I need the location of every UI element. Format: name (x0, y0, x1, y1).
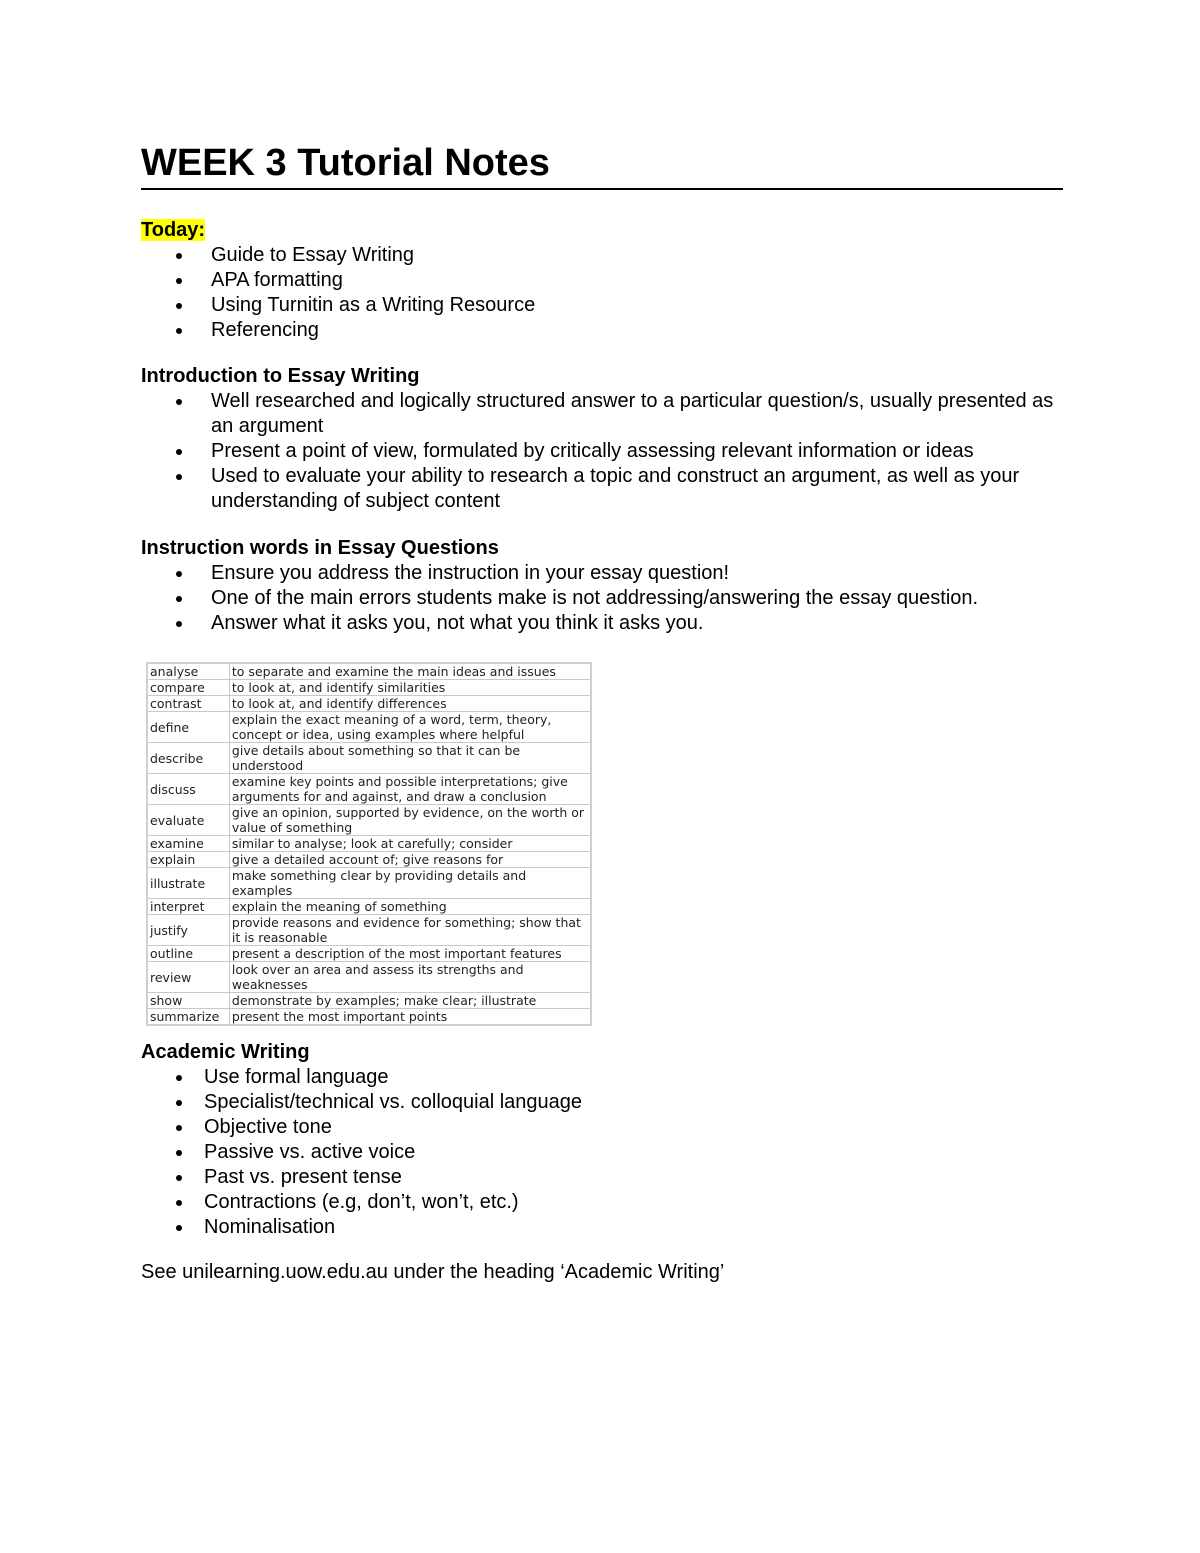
term-cell: summarize (147, 1009, 229, 1026)
today-label-highlight: Today: (141, 219, 206, 241)
definition-cell: to look at, and identify differences (229, 696, 591, 712)
definition-cell: make something clear by providing details and examples (229, 868, 591, 899)
intro-list (141, 389, 1063, 514)
table-row (147, 663, 591, 680)
term-cell: illustrate (147, 868, 229, 899)
bullet-icon (176, 596, 182, 602)
instruction-list (141, 561, 1063, 636)
table-row (147, 680, 591, 696)
table-row (147, 774, 591, 805)
definition-cell: to look at, and identify similarities (229, 680, 591, 696)
list-item: Referencing (141, 318, 1063, 343)
table-row (147, 962, 591, 993)
table-row (147, 696, 591, 712)
bullet-icon (176, 303, 182, 309)
definition-cell: demonstrate by examples; make clear; illustrate (229, 993, 591, 1009)
list-item: Guide to Essay Writing (141, 243, 1063, 268)
bullet-icon (176, 1125, 182, 1131)
term-cell: analyse (147, 663, 229, 680)
bullet-icon (176, 474, 182, 480)
intro-heading: Introduction to Essay Writing (141, 365, 420, 387)
bullet-icon (176, 1175, 182, 1181)
definition-cell: explain the meaning of something (229, 899, 591, 915)
table-row (147, 915, 591, 946)
list-item: Answer what it asks you, not what you think it asks you. (141, 611, 1063, 636)
bullet-icon (176, 621, 182, 627)
term-cell: explain (147, 852, 229, 868)
definition-cell: to separate and examine the main ideas and issues (229, 663, 591, 680)
academic-heading: Academic Writing (141, 1041, 310, 1063)
bullet-icon (176, 328, 182, 334)
term-cell: examine (147, 836, 229, 852)
term-cell: define (147, 712, 229, 743)
table-row (147, 899, 591, 915)
bullet-icon (176, 1075, 182, 1081)
today-list (141, 243, 1063, 343)
term-cell: interpret (147, 899, 229, 915)
term-cell: compare (147, 680, 229, 696)
term-cell: show (147, 993, 229, 1009)
term-cell: outline (147, 946, 229, 962)
bullet-icon (176, 253, 182, 259)
definition-cell: look over an area and assess its strengths and weaknesses (229, 962, 591, 993)
today-heading (141, 218, 1063, 243)
instruction-words-table (146, 662, 592, 1026)
table-row (147, 805, 591, 836)
instruction-heading: Instruction words in Essay Questions (141, 537, 499, 559)
table-row (147, 1009, 591, 1026)
term-cell: contrast (147, 696, 229, 712)
term-cell: review (147, 962, 229, 993)
list-item: Specialist/technical vs. colloquial language (141, 1090, 1063, 1115)
definition-cell: give an opinion, supported by evidence, on the worth or value of something (229, 805, 591, 836)
definition-cell: provide reasons and evidence for something; show that it is reasonable (229, 915, 591, 946)
page-title: WEEK 3 Tutorial Notes (141, 140, 1063, 190)
bullet-icon (176, 1200, 182, 1206)
table-row (147, 852, 591, 868)
table-row (147, 712, 591, 743)
bullet-icon (176, 278, 182, 284)
definition-cell: give a detailed account of; give reasons for (229, 852, 591, 868)
bullet-icon (176, 1150, 182, 1156)
list-item: Use formal language (141, 1065, 1063, 1090)
bullet-icon (176, 1100, 182, 1106)
list-item: One of the main errors students make is not addressing/answering the essay question. (141, 586, 1063, 611)
bullet-icon (176, 449, 182, 455)
definition-cell: examine key points and possible interpretations; give arguments for and against, and draw a conclusion (229, 774, 591, 805)
document-page (141, 140, 1063, 1285)
definition-cell: present a description of the most important features (229, 946, 591, 962)
table-row (147, 836, 591, 852)
definition-cell: explain the exact meaning of a word, term, theory, concept or idea, using examples where helpful (229, 712, 591, 743)
list-item: Used to evaluate your ability to research a topic and construct an argument, as well as your understanding of subject content (141, 464, 1063, 514)
academic-list (141, 1065, 1063, 1240)
list-item: Ensure you address the instruction in your essay question! (141, 561, 1063, 586)
table-row (147, 993, 591, 1009)
footer-note: See unilearning.uow.edu.au under the heading ‘Academic Writing’ (141, 1261, 725, 1283)
list-item: Objective tone (141, 1115, 1063, 1140)
definition-cell: present the most important points (229, 1009, 591, 1026)
list-item: APA formatting (141, 268, 1063, 293)
bullet-icon (176, 1225, 182, 1231)
table-row (147, 743, 591, 774)
bullet-icon (176, 399, 182, 405)
list-item: Well researched and logically structured answer to a particular question/s, usually presented as an argument (141, 389, 1063, 439)
table-row (147, 868, 591, 899)
term-cell: describe (147, 743, 229, 774)
term-cell: evaluate (147, 805, 229, 836)
list-item: Nominalisation (141, 1215, 1063, 1240)
definition-cell: similar to analyse; look at carefully; consider (229, 836, 591, 852)
bullet-icon (176, 571, 182, 577)
definition-cell: give details about something so that it can be understood (229, 743, 591, 774)
list-item: Contractions (e.g, don’t, won’t, etc.) (141, 1190, 1063, 1215)
list-item: Passive vs. active voice (141, 1140, 1063, 1165)
table-row (147, 946, 591, 962)
list-item: Past vs. present tense (141, 1165, 1063, 1190)
term-cell: justify (147, 915, 229, 946)
list-item: Using Turnitin as a Writing Resource (141, 293, 1063, 318)
term-cell: discuss (147, 774, 229, 805)
list-item: Present a point of view, formulated by critically assessing relevant information or ideas (141, 439, 1063, 464)
